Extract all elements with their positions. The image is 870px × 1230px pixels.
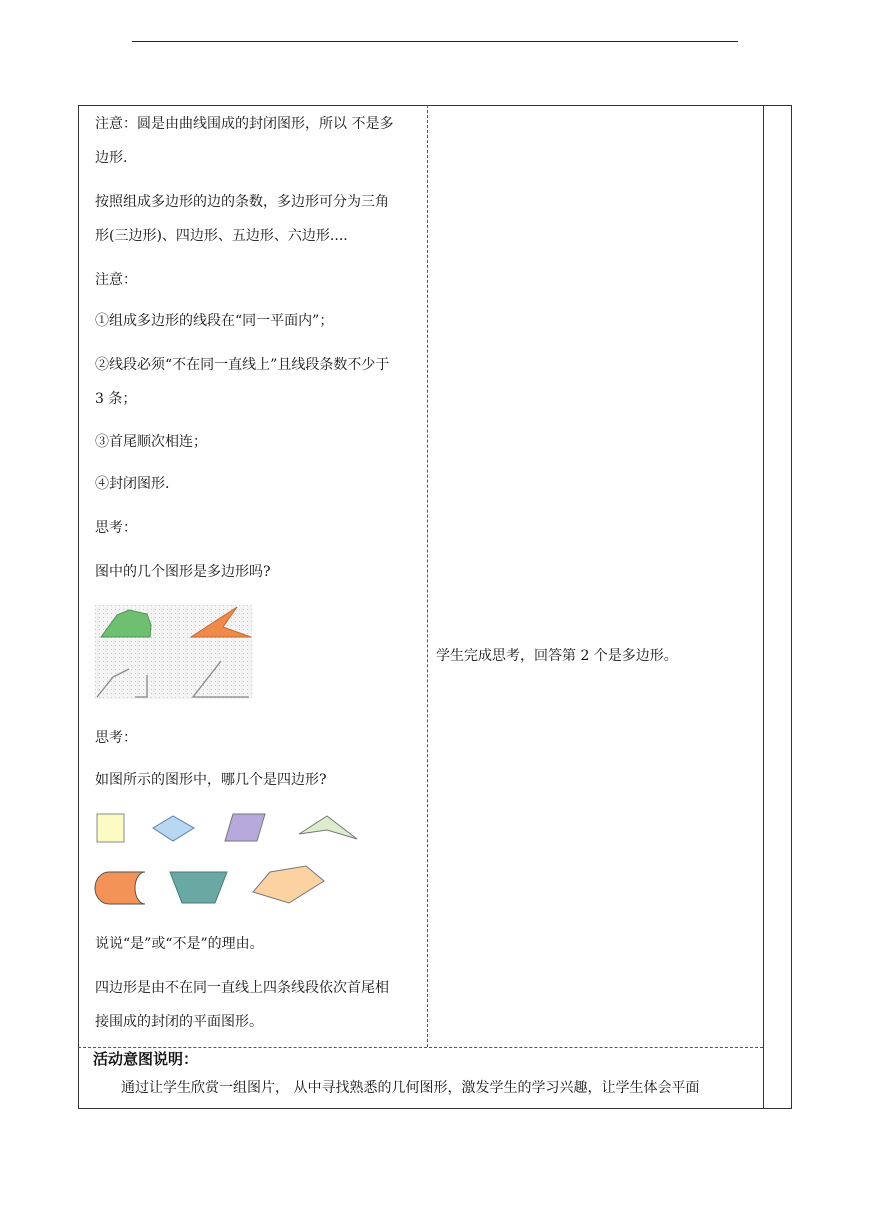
student-answer: 学生完成思考，回答第 2 个是多边形。 — [436, 648, 678, 664]
column-divider-solid — [763, 105, 764, 1109]
note-label: 注意： — [95, 272, 137, 288]
think2-question: 如图所示的图形中，哪几个是四边形? — [95, 772, 327, 788]
quadrilateral-figures — [93, 808, 361, 910]
activity-heading: 活动意图说明： — [93, 1050, 199, 1068]
reason-prompt: 说说“是”或“不是”的理由。 — [95, 936, 264, 952]
note-circle-line1: 注意：圆是由曲线围成的封闭图形，所以 不是多 — [95, 116, 394, 132]
classify-line1: 按照组成多边形的边的条数，多边形可分为三角 — [95, 194, 389, 210]
think2-label: 思考： — [95, 730, 137, 746]
orange-cylinder-shape — [95, 872, 145, 904]
classify-line2: 形(三边形)、四边形、五边形、六边形.... — [95, 228, 348, 244]
column-divider-dashed — [427, 105, 428, 1047]
peach-pentagon — [253, 866, 324, 903]
header-rule — [132, 41, 738, 42]
activity-text: 通过让学生欣赏一组图片， 从中寻找熟悉的几何图形，激发学生的学习兴趣，让学生体会平面 — [121, 1080, 700, 1096]
purple-parallelogram — [225, 814, 265, 841]
rule-3: ③首尾顺次相连； — [95, 434, 207, 450]
definition-line2: 接围成的封闭的平面图形。 — [95, 1014, 263, 1030]
think1-question: 图中的几个图形是多边形吗? — [95, 564, 271, 580]
yellow-square — [97, 814, 124, 842]
arrow-shape — [299, 816, 357, 839]
teal-trapezoid — [170, 872, 227, 903]
rule-1: ①组成多边形的线段在“同一平面内”； — [95, 313, 334, 329]
rule-2-line2: 3 条； — [95, 391, 137, 407]
blue-rhombus — [153, 816, 194, 841]
polygon-figure-grid — [95, 605, 252, 699]
rule-2-line1: ②线段必须“不在同一直线上”且线段条数不少于 — [95, 357, 390, 373]
rule-4: ④封闭图形. — [95, 476, 170, 492]
think1-label: 思考： — [95, 520, 137, 536]
row-divider-dashed — [78, 1047, 763, 1048]
note-circle-line2: 边形. — [95, 150, 128, 166]
definition-line1: 四边形是由不在同一直线上四条线段依次首尾相 — [95, 980, 389, 996]
